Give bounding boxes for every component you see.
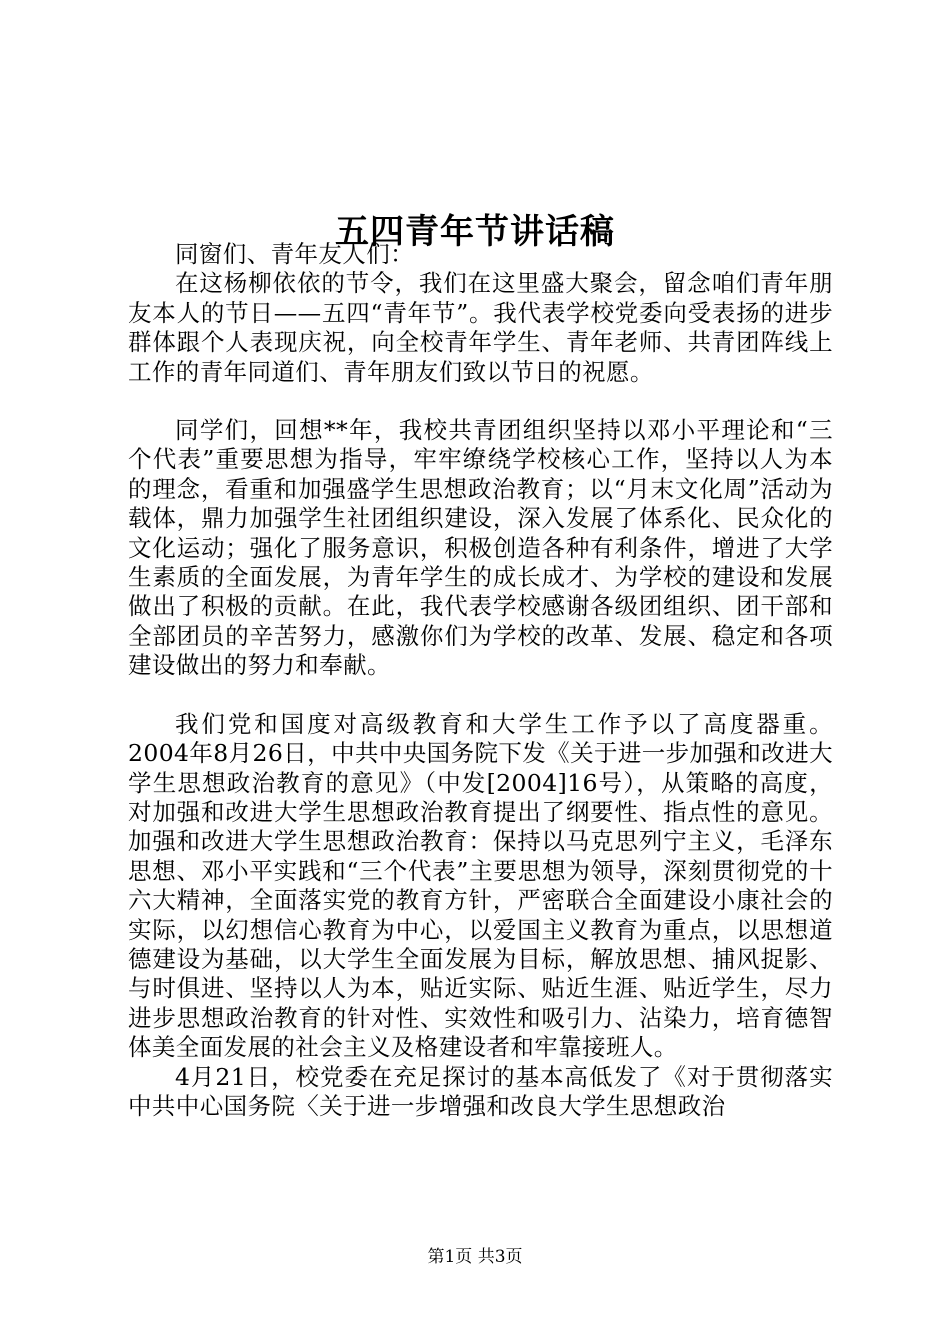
body-paragraph-1: 在这杨柳依依的节令，我们在这里盛大聚会，留念咱们青年朋友本人的节日——五四“青年节”。我代表学校党委向受表扬的进步群体跟个人表现庆祝，向全校青年学生、青年老师、共青团阵线上工作的青年同道们、青年朋友们致以节日的祝愿。 xyxy=(128,269,833,386)
greeting-paragraph: 同窗们、青年友人们： xyxy=(175,240,414,268)
body-paragraph-3: 我们党和国度对高级教育和大学生工作予以了高度器重。2004年8月26日，中共中央国务院下发《关于进一步加强和改进大学生思想政治教育的意见》（中发[2004]16号），从策略的高度，对加强和改进大学生思想政治教育提出了纲要性、指点性的意见。加强和改进大学生思想政治教育：保持以马克思列宁主义，毛泽东思想、邓小平实践和“三个代表”主要思想为领导，深刻贯彻党的十六大精神，全面落实党的教育方针，严密联合全面建设小康社会的实际，以幻想信心教育为中心，以爱国主义教育为重点，以思想道德建设为基础，以大学生全面发展为目标，解放思想、捕风捉影、与时俱进、坚持以人为本，贴近实际、贴近生涯、贴近学生，尽力进步思想政治教育的针对性、实效性和吸引力、沾染力，培育德智体美全面发展的社会主义及格建设者和牢靠接班人。 xyxy=(128,709,833,1062)
body-paragraph-4: 4月21日，校党委在充足探讨的基本高低发了《对于贯彻落实中共中心国务院〈关于进一步增强和改良大学生思想政治 xyxy=(128,1062,833,1120)
body-paragraph-2: 同学们，回想**年，我校共青团组织坚持以邓小平理论和“三个代表”重要思想为指导，牢牢缭绕学校核心工作，坚持以人为本的理念，看重和加强盛学生思想政治教育；以“月末文化周”活动为载体，鼎力加强学生社团组织建设，深入发展了体系化、民众化的文化运动；强化了服务意识，积极创造各种有利条件，增进了大学生素质的全面发展，为青年学生的成长成才、为学校的建设和发展做出了积极的贡献。在此，我代表学校感谢各级团组织、团干部和全部团员的辛苦努力，感激你们为学校的改革、发展、稳定和各项建设做出的努力和奉献。 xyxy=(128,416,833,680)
document-title: 五四青年节讲话稿 xyxy=(335,211,615,252)
document-body xyxy=(128,240,833,1121)
page-number-footer: 第1页 共3页 xyxy=(427,1247,523,1267)
